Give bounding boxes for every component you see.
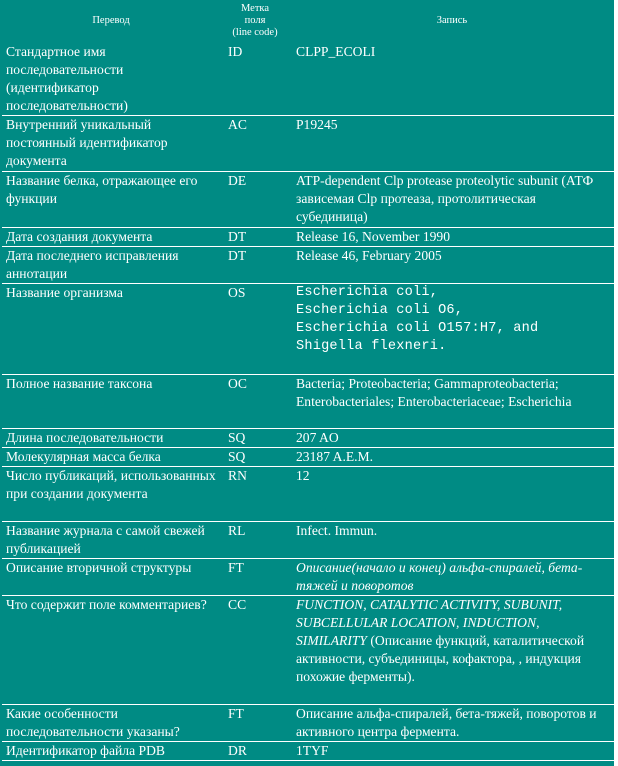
table-row bbox=[2, 43, 614, 116]
row-translation: Какие особенности последовательности указаны? bbox=[2, 705, 220, 742]
row-value: CLPP_ECOLI bbox=[290, 43, 614, 116]
row-translation: Дата последнего исправления аннотации bbox=[2, 247, 220, 284]
row-translation: Название белка, отражающее его функции bbox=[2, 172, 220, 228]
table-row bbox=[2, 448, 614, 467]
table-row bbox=[2, 742, 614, 761]
header-translation: Перевод bbox=[92, 15, 130, 26]
organism-line: Escherichia coli, bbox=[296, 285, 439, 300]
row-value: P19245 bbox=[290, 116, 614, 172]
row-code: OC bbox=[220, 375, 290, 429]
table-row bbox=[2, 429, 614, 448]
row-code: OS bbox=[220, 284, 290, 375]
organism-line: Escherichia coli O6, bbox=[296, 303, 464, 318]
row-translation: Молекулярная масса белка bbox=[2, 448, 220, 467]
table-row bbox=[2, 522, 614, 559]
row-value: 23187 A.E.M. bbox=[290, 448, 614, 467]
table-row bbox=[2, 375, 614, 429]
row-value: 1TYF bbox=[290, 742, 614, 761]
header-line-code-3: (line code) bbox=[232, 27, 278, 38]
table-row bbox=[2, 467, 614, 522]
table-row bbox=[2, 705, 614, 742]
row-value: Infect. Immun. bbox=[290, 522, 614, 559]
row-value: Bacteria; Proteobacteria; Gammaproteobacteria; Enterobacteriales; Enterobacteriaceae; Escherichia bbox=[290, 375, 614, 429]
row-code: RL bbox=[220, 522, 290, 559]
row-translation: Внутренний уникальный постоянный идентификатор документа bbox=[2, 116, 220, 172]
table-row bbox=[2, 559, 614, 596]
row-value-comments bbox=[290, 596, 614, 705]
row-translation: Что содержит поле комментариев? bbox=[2, 596, 220, 705]
table-row bbox=[2, 596, 614, 705]
row-code: CC bbox=[220, 596, 290, 705]
row-value: Release 46, February 2005 bbox=[290, 247, 614, 284]
row-code: SQ bbox=[220, 429, 290, 448]
organism-line: Shigella flexneri. bbox=[296, 339, 447, 354]
row-translation: Дата создания документа bbox=[2, 228, 220, 247]
table-header-row bbox=[2, 0, 614, 43]
row-value: Release 16, November 1990 bbox=[290, 228, 614, 247]
row-value: Описание(начало и конец) альфа-спиралей, бета-тяжей и поворотов bbox=[290, 559, 614, 596]
row-code: SQ bbox=[220, 448, 290, 467]
row-value: Описание альфа-спиралей, бета-тяжей, поворотов и активного центра фермента. bbox=[290, 705, 614, 742]
row-code: AC bbox=[220, 116, 290, 172]
row-translation: Число публикаций, использованных при создании документа bbox=[2, 467, 220, 522]
row-code: ID bbox=[220, 43, 290, 116]
row-translation: Название журнала с самой свежей публикацией bbox=[2, 522, 220, 559]
header-line-code bbox=[220, 0, 290, 43]
row-translation: Полное название таксона bbox=[2, 375, 220, 429]
row-value: ATP-dependent Clp protease proteolytic subunit (АТФ зависемая Clp протеаза, протолитическая субединица) bbox=[290, 172, 614, 228]
row-translation: Название организма bbox=[2, 284, 220, 375]
header-line-code-1: Метка bbox=[240, 3, 270, 14]
table-row bbox=[2, 116, 614, 172]
row-translation: Описание вторичной структуры bbox=[2, 559, 220, 596]
row-code: FT bbox=[220, 559, 290, 596]
table-row bbox=[2, 284, 614, 375]
row-code: DT bbox=[220, 247, 290, 284]
swissprot-fields-table bbox=[2, 0, 614, 761]
row-code: DE bbox=[220, 172, 290, 228]
row-code: RN bbox=[220, 467, 290, 522]
row-code: FT bbox=[220, 705, 290, 742]
row-code: DR bbox=[220, 742, 290, 761]
row-code: DT bbox=[220, 228, 290, 247]
header-entry: Запись bbox=[436, 15, 468, 26]
table-row bbox=[2, 247, 614, 284]
table-row bbox=[2, 228, 614, 247]
comment-topics: FUNCTION, CATALYTIC ACTIVITY, SUBUNIT, SUBCELLULAR LOCATION, INDUCTION, SIMILARITY bbox=[296, 597, 563, 648]
header-line-code-2: поля bbox=[244, 15, 266, 26]
row-translation: Длина последовательности bbox=[2, 429, 220, 448]
organism-line: Escherichia coli O157:H7, and bbox=[296, 321, 539, 336]
table-row bbox=[2, 172, 614, 228]
row-value: 207 AO bbox=[290, 429, 614, 448]
row-translation: Стандартное имя последовательности (идентификатор последовательности) bbox=[2, 43, 220, 116]
row-value-organisms bbox=[290, 284, 614, 375]
row-translation: Идентификатор файла PDB bbox=[2, 742, 220, 761]
comment-description: (Описание функций, каталитической активности, субъединицы, кофактора, , индукция похожие ферменты). bbox=[296, 633, 585, 684]
row-value: 12 bbox=[290, 467, 614, 522]
